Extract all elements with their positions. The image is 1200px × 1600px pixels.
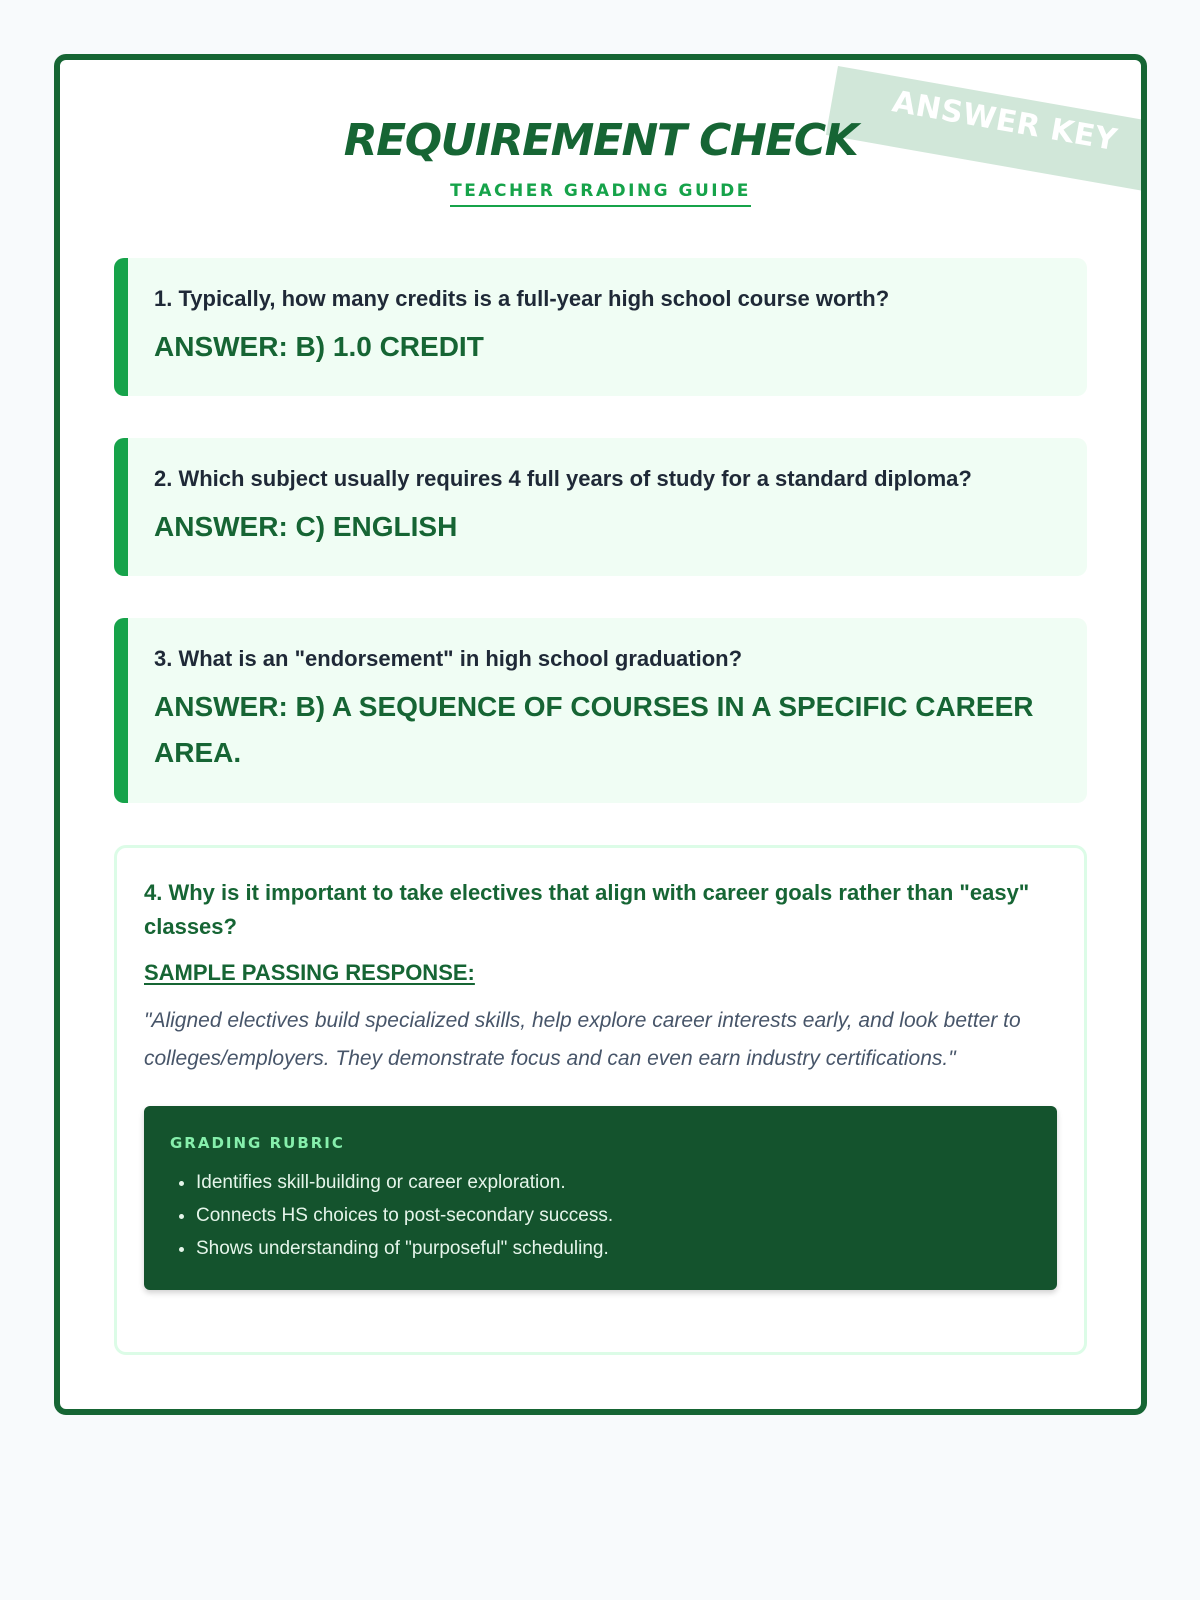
rubric-item: • Connects HS choices to post-secondary success. [196,1199,1031,1232]
answer-key-stamp: ANSWER KEY [826,66,1147,192]
rubric-item: • Identifies skill-building or career exploration. [196,1166,1031,1199]
page-subtitle: TEACHER GRADING GUIDE [450,180,751,207]
question-text: 2. Which subject usually requires 4 full years of study for a standard diploma? [154,466,972,491]
rubric-item: • Shows understanding of "purposeful" scheduling. [196,1232,1031,1265]
answer-text: ANSWER: C) ENGLISH [154,511,458,542]
page-title: REQUIREMENT CHECK [343,115,858,166]
sample-response-label: SAMPLE PASSING RESPONSE: [144,960,475,985]
answer-text: ANSWER: B) A SEQUENCE OF COURSES IN A SPECIFIC CAREER AREA. [154,691,1034,768]
subtitle-container [60,180,1141,207]
open-question-card [114,845,1087,1355]
rubric-list [170,1166,1031,1265]
question-card-3 [114,618,1087,803]
sample-response-text: "Aligned electives build specialized skills, help explore career interests early, and look better to colleges/employers. They demonstrate focus and can even earn industry certifications." [144,1009,1021,1070]
question-card-1 [114,258,1087,396]
question-card-2 [114,438,1087,576]
rubric-title: GRADING RUBRIC [170,1134,345,1152]
question-text: 1. Typically, how many credits is a full-year high school course worth? [154,286,890,311]
answer-key-card [54,54,1147,1415]
answer-text: ANSWER: B) 1.0 CREDIT [154,331,484,362]
grading-rubric [144,1106,1057,1290]
open-question-text: 4. Why is it important to take electives that align with career goals rather than "easy" classes? [144,880,1030,939]
question-text: 3. What is an "endorsement" in high school graduation? [154,646,743,671]
